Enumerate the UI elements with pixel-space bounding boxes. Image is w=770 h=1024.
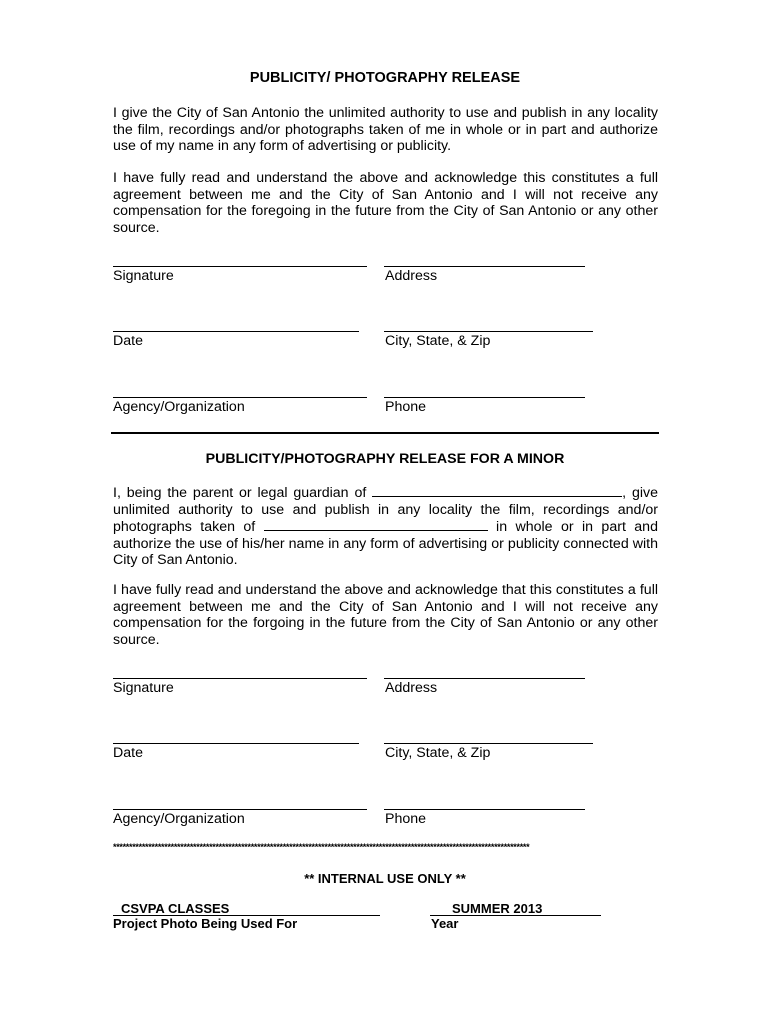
minor-phone-line[interactable] — [384, 809, 585, 810]
internal-use-heading: ** INTERNAL USE ONLY ** — [304, 871, 466, 886]
city-state-zip-label: City, State, & Zip — [385, 333, 491, 349]
year-label: Year — [431, 916, 459, 931]
year-value: SUMMER 2013 — [452, 901, 543, 916]
photographs-of-blank[interactable] — [264, 518, 488, 531]
minor-release-title: PUBLICITY/PHOTOGRAPHY RELEASE FOR A MINOR — [205, 451, 565, 467]
asterisk-divider: ********************************************************************************************************************************** — [113, 842, 530, 852]
minor-phone-label: Phone — [385, 811, 427, 827]
minor-agency-line[interactable] — [113, 809, 367, 810]
minor-paragraph-1-part-c: in whole or in part and authorize the use of his/her name in any form of advertising or publicity connected with City of San Antonio. — [113, 519, 658, 569]
minor-paragraph-2: I have fully read and understand the above and acknowledge that this constitutes a full agreement between me and the City of San Antonio and I will not receive any compensation for the forgoing in the future from the City of San Antonio or any other source. — [113, 582, 658, 648]
signature-label: Signature — [113, 268, 174, 284]
minor-paragraph-1-part-b: , give unlimited authority to use and publish in any locality the film, recordings and/or photographs taken of — [113, 485, 658, 536]
project-value: CSVPA CLASSES — [121, 901, 230, 916]
minor-address-label: Address — [385, 680, 438, 696]
release-title: PUBLICITY/ PHOTOGRAPHY RELEASE — [249, 70, 521, 86]
minor-city-state-zip-line[interactable] — [384, 743, 593, 744]
section-divider — [111, 432, 659, 434]
minor-address-line[interactable] — [384, 678, 585, 679]
address-label: Address — [385, 268, 438, 284]
guardian-of-blank[interactable] — [372, 484, 622, 497]
address-line[interactable] — [384, 266, 585, 267]
minor-agency-label: Agency/Organization — [113, 811, 245, 827]
signature-line[interactable] — [113, 266, 367, 267]
minor-signature-label: Signature — [113, 680, 174, 696]
city-state-zip-line[interactable] — [384, 331, 593, 332]
minor-city-state-zip-label: City, State, & Zip — [385, 745, 491, 761]
minor-paragraph-1 — [113, 484, 658, 569]
minor-signature-line[interactable] — [113, 678, 367, 679]
release-paragraph-1: I give the City of San Antonio the unlimited authority to use and publish in any locality the film, recordings and/or photographs taken of me in whole or in part and authorize use of my name in any form of advertising or publicity. — [113, 105, 658, 155]
phone-line[interactable] — [384, 397, 585, 398]
agency-line[interactable] — [113, 397, 367, 398]
phone-label: Phone — [385, 399, 427, 415]
date-label: Date — [113, 333, 143, 349]
date-line[interactable] — [113, 331, 359, 332]
minor-date-label: Date — [113, 745, 143, 761]
agency-label: Agency/Organization — [113, 399, 245, 415]
minor-date-line[interactable] — [113, 743, 359, 744]
minor-paragraph-1-part-a: I, being the parent or legal guardian of — [113, 485, 367, 501]
release-paragraph-2: I have fully read and understand the above and acknowledge this constitutes a full agreement between me and the City of San Antonio and I will not receive any compensation for the foregoing in the future from the City of San Antonio or any other source. — [113, 170, 658, 236]
project-label: Project Photo Being Used For — [113, 916, 298, 931]
